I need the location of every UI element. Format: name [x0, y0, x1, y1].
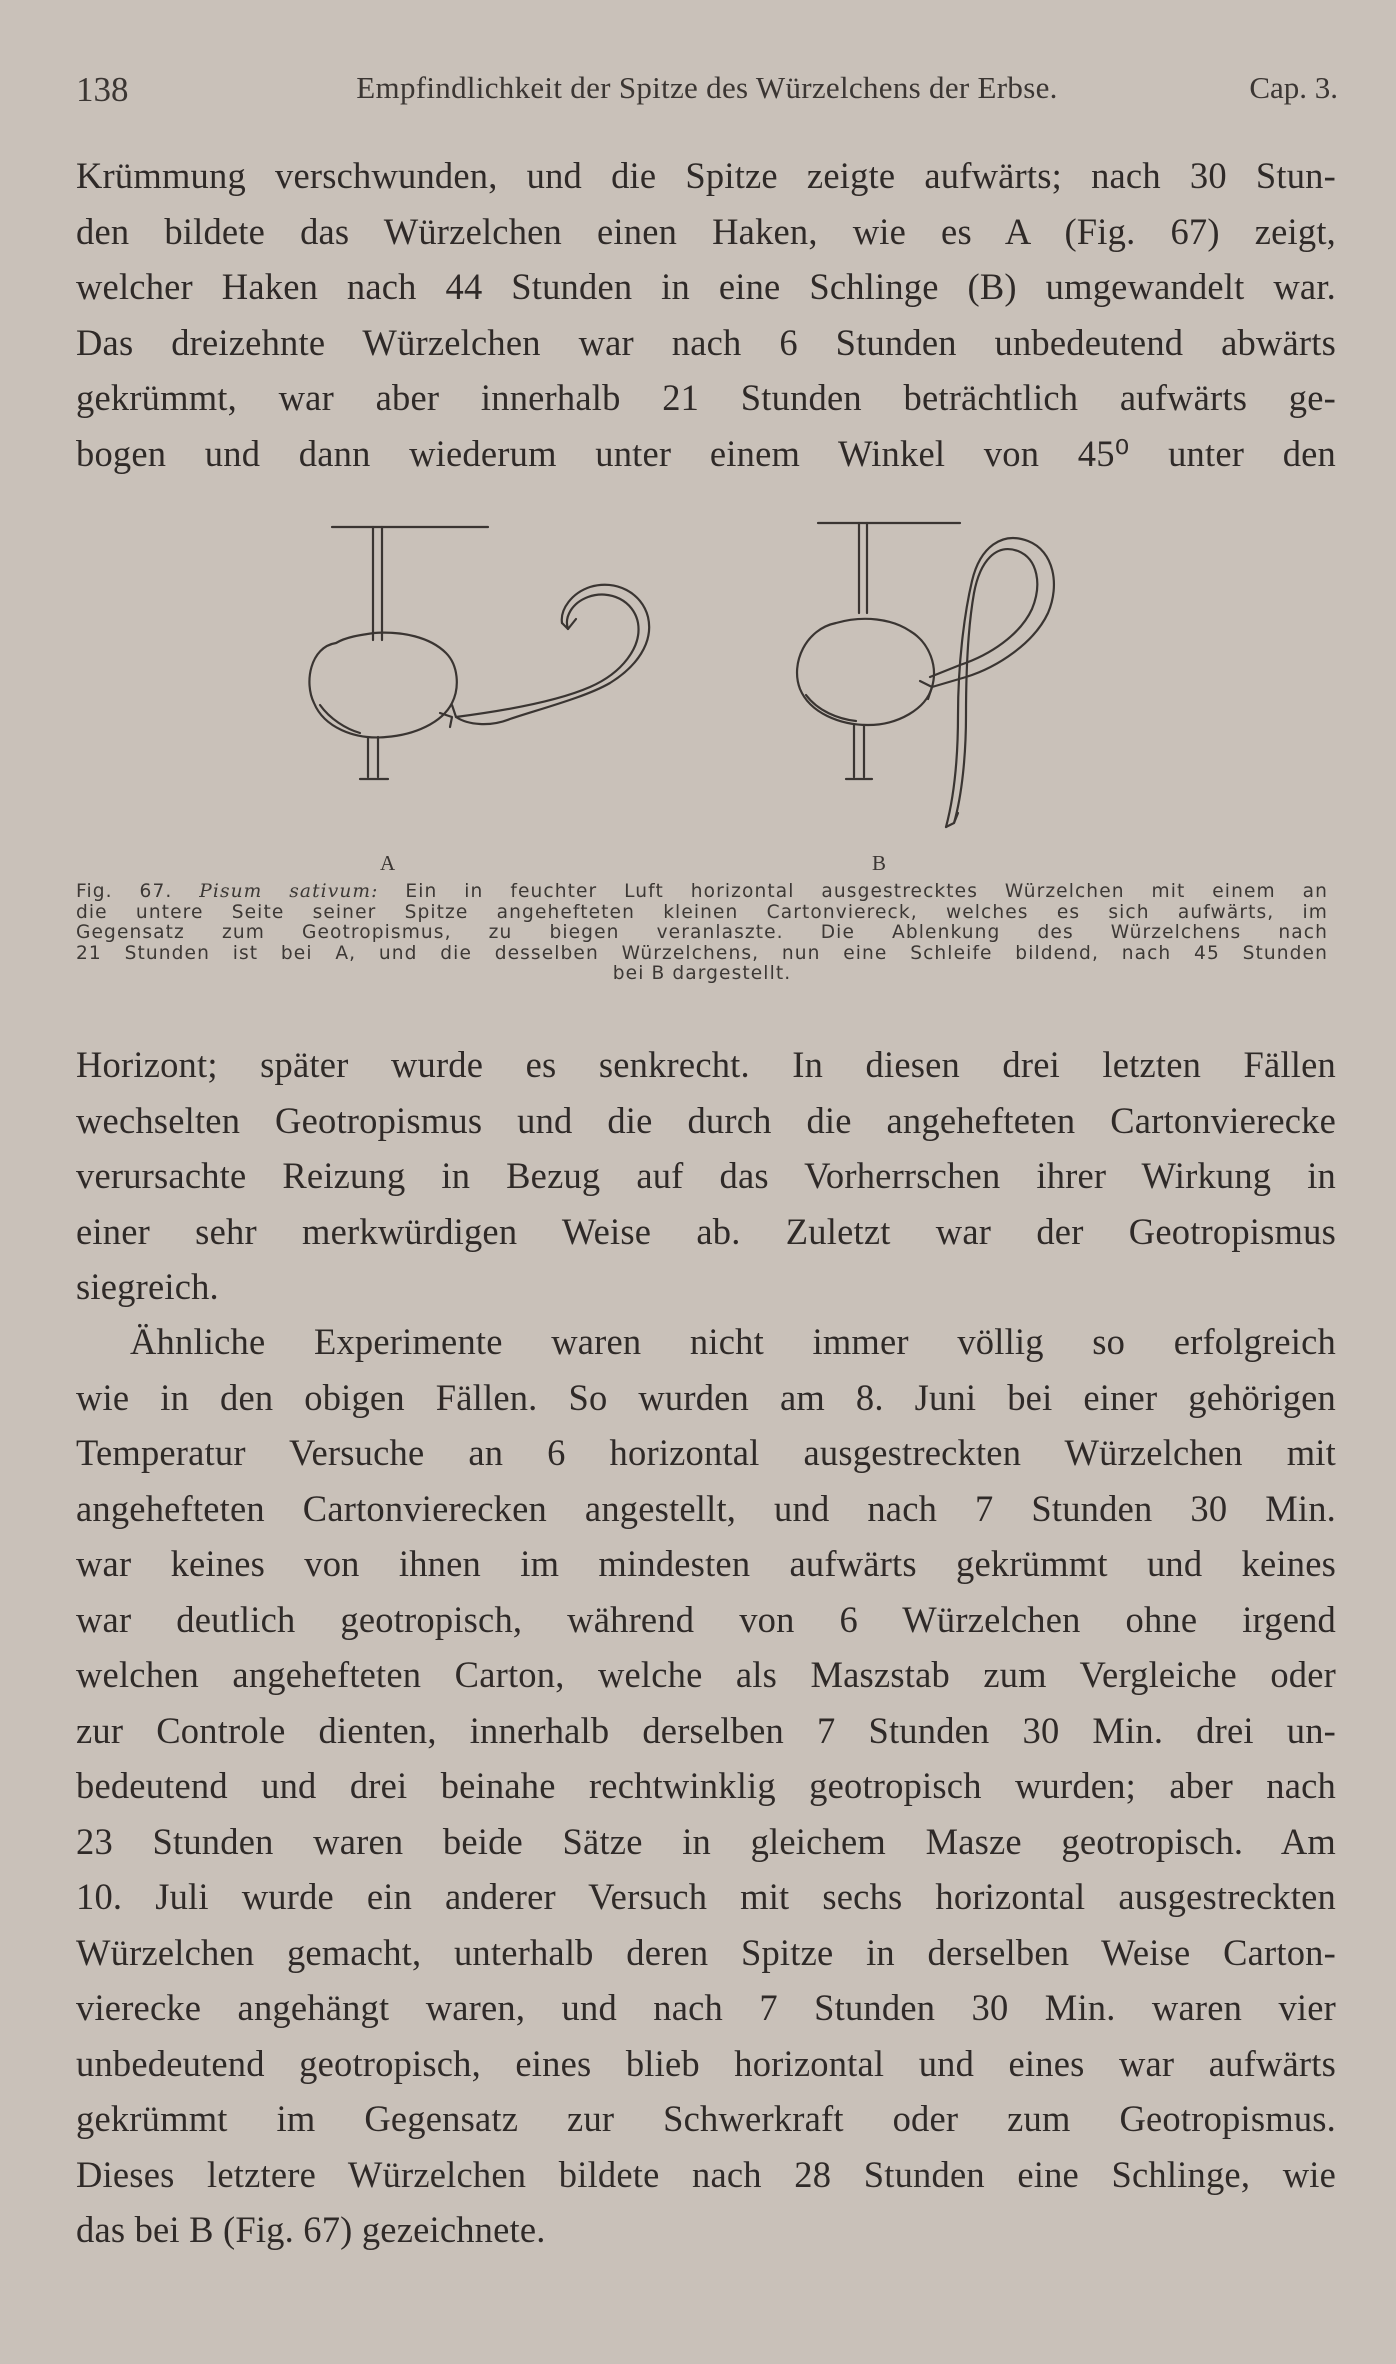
- text-line: welcher Haken nach 44 Stunden in eine Schlinge (B) umgewandelt war.: [76, 266, 1336, 307]
- text-line: wie in den obigen Fällen. So wurden am 8. Juni bei einer gehörigen: [76, 1376, 1336, 1418]
- running-title: Empfindlichkeit der Spitze des Würzelchens der Erbse.: [356, 70, 1058, 105]
- text-line: einer sehr merkwürdigen Weise ab. Zuletzt war der Geotropismus: [76, 1210, 1336, 1252]
- caption-line: die untere Seite seiner Spitze angehefteten kleinen Cartonviereck, welches es sich aufwärts, im: [76, 902, 1328, 923]
- text-line: zur Controle dienten, innerhalb derselben 7 Stunden 30 Min. drei un-: [76, 1709, 1336, 1751]
- text-line: welchen angehefteten Carton, welche als Maszstab zum Vergleiche oder: [76, 1654, 1336, 1695]
- text-line: Temperatur Versuche an 6 horizontal ausgestreckten Würzelchen mit: [76, 1432, 1336, 1473]
- drawing-a-seed: [309, 633, 456, 738]
- figure-label-a: A: [380, 851, 396, 875]
- caption-line: Gegensatz zum Geotropismus, zu biegen veranlaszte. Die Ablenkung des Würzelchens nach: [76, 923, 1328, 943]
- drawing-b-radicle-loop: [930, 549, 1037, 823]
- text-line: angehefteten Cartonvierecken angestellt, und nach 7 Stunden 30 Min.: [76, 1487, 1336, 1529]
- caption-line: 21 Stunden ist bei A, und die desselben Würzelchens, nun eine Schleife bildend, nach 45 Stunden: [76, 943, 1328, 964]
- text-line: Krümmung verschwunden, und die Spitze zeigte aufwärts; nach 30 Stun-: [76, 155, 1336, 196]
- caption-line: [76, 882, 1328, 903]
- drawing-a-tip: [562, 619, 576, 629]
- text-line: 10. Juli wurde ein anderer Versuch mit sechs horizontal ausgestreckten: [76, 1876, 1336, 1917]
- caption-text: Ein in feuchter Luft horizontal ausgestrecktes Würzelchen mit einem an: [405, 882, 1328, 902]
- text-line: gekrümmt im Gegensatz zur Schwerkraft oder zum Geotropismus.: [76, 2098, 1336, 2139]
- text-line: verursachte Reizung in Bezug auf das Vorherrschen ihrer Wirkung in: [76, 1155, 1336, 1196]
- text-line: Horizont; später wurde es senkrecht. In diesen drei letzten Fällen: [76, 1044, 1336, 1085]
- text-line: unbedeutend geotropisch, eines blieb horizontal und eines war aufwärts: [76, 2042, 1336, 2084]
- drawing-b-support: [859, 523, 867, 613]
- text-line: Würzelchen gemacht, unterhalb deren Spitze in derselben Weise Carton-: [76, 1931, 1336, 1973]
- drawing-b-seed: [797, 619, 934, 725]
- figure-caption: [76, 882, 1328, 985]
- text-line: Dieses letztere Würzelchen bildete nach 28 Stunden eine Schlinge, wie: [76, 2153, 1336, 2195]
- caption-fig-ref: Fig. 67.: [76, 882, 173, 902]
- text-line: bedeutend und drei beinahe rechtwinklig geotropisch wurden; aber nach: [76, 1765, 1336, 1806]
- drawing-a-radicle-hook: [452, 595, 639, 717]
- drawing-a-base: [360, 737, 388, 779]
- drawing-b-base: [846, 725, 872, 779]
- text-line: siegreich.: [76, 1266, 219, 1307]
- page-number: 138: [76, 70, 129, 109]
- text-line: das bei B (Fig. 67) gezeichnete.: [76, 2209, 546, 2250]
- drawing-a-radicle-hook-inner: [456, 585, 649, 724]
- text-line: wechselten Geotropismus und die durch die angehefteten Cartonvierecke: [76, 1099, 1336, 1141]
- drawing-a-support: [373, 527, 382, 640]
- radicle-drawing: [290, 505, 1160, 885]
- paragraph-mid: [76, 1037, 1336, 1315]
- text-line: bogen und dann wiederum unter einem Winkel von 45⁰ unter den: [76, 432, 1336, 474]
- text-line: den bildete das Würzelchen einen Haken, wie es A (Fig. 67) zeigt,: [76, 210, 1336, 252]
- text-line: Ähnliche Experimente waren nicht immer völlig so erfolgreich: [130, 1321, 1336, 1362]
- text-line: gekrümmt, war aber innerhalb 21 Stunden beträchtlich aufwärts ge-: [76, 377, 1336, 418]
- text-line: war keines von ihnen im mindesten aufwärts gekrümmt und keines: [76, 1543, 1336, 1584]
- text-line: Das dreizehnte Würzelchen war nach 6 Stunden unbedeutend abwärts: [76, 321, 1336, 363]
- paragraph-top: [76, 148, 1336, 481]
- drawing-b-card: [920, 681, 932, 699]
- running-header: [76, 62, 1338, 112]
- text-line: war deutlich geotropisch, während von 6 Würzelchen ohne irgend: [76, 1598, 1336, 1640]
- text-line: 23 Stunden waren beide Sätze in gleichem Masze geotropisch. Am: [76, 1820, 1336, 1862]
- text-line: vierecke angehängt waren, und nach 7 Stunden 30 Min. waren vier: [76, 1987, 1336, 2028]
- figure-label-b: B: [872, 851, 887, 875]
- caption-species: Pisum sativum:: [199, 882, 379, 902]
- figure-67: [290, 505, 1160, 885]
- drawing-b-radicle-loop-inner: [932, 538, 1054, 827]
- chapter-label: Cap. 3.: [1249, 70, 1338, 105]
- paragraph-bottom: [76, 1314, 1336, 2258]
- caption-line: bei B dargestellt.: [612, 964, 792, 984]
